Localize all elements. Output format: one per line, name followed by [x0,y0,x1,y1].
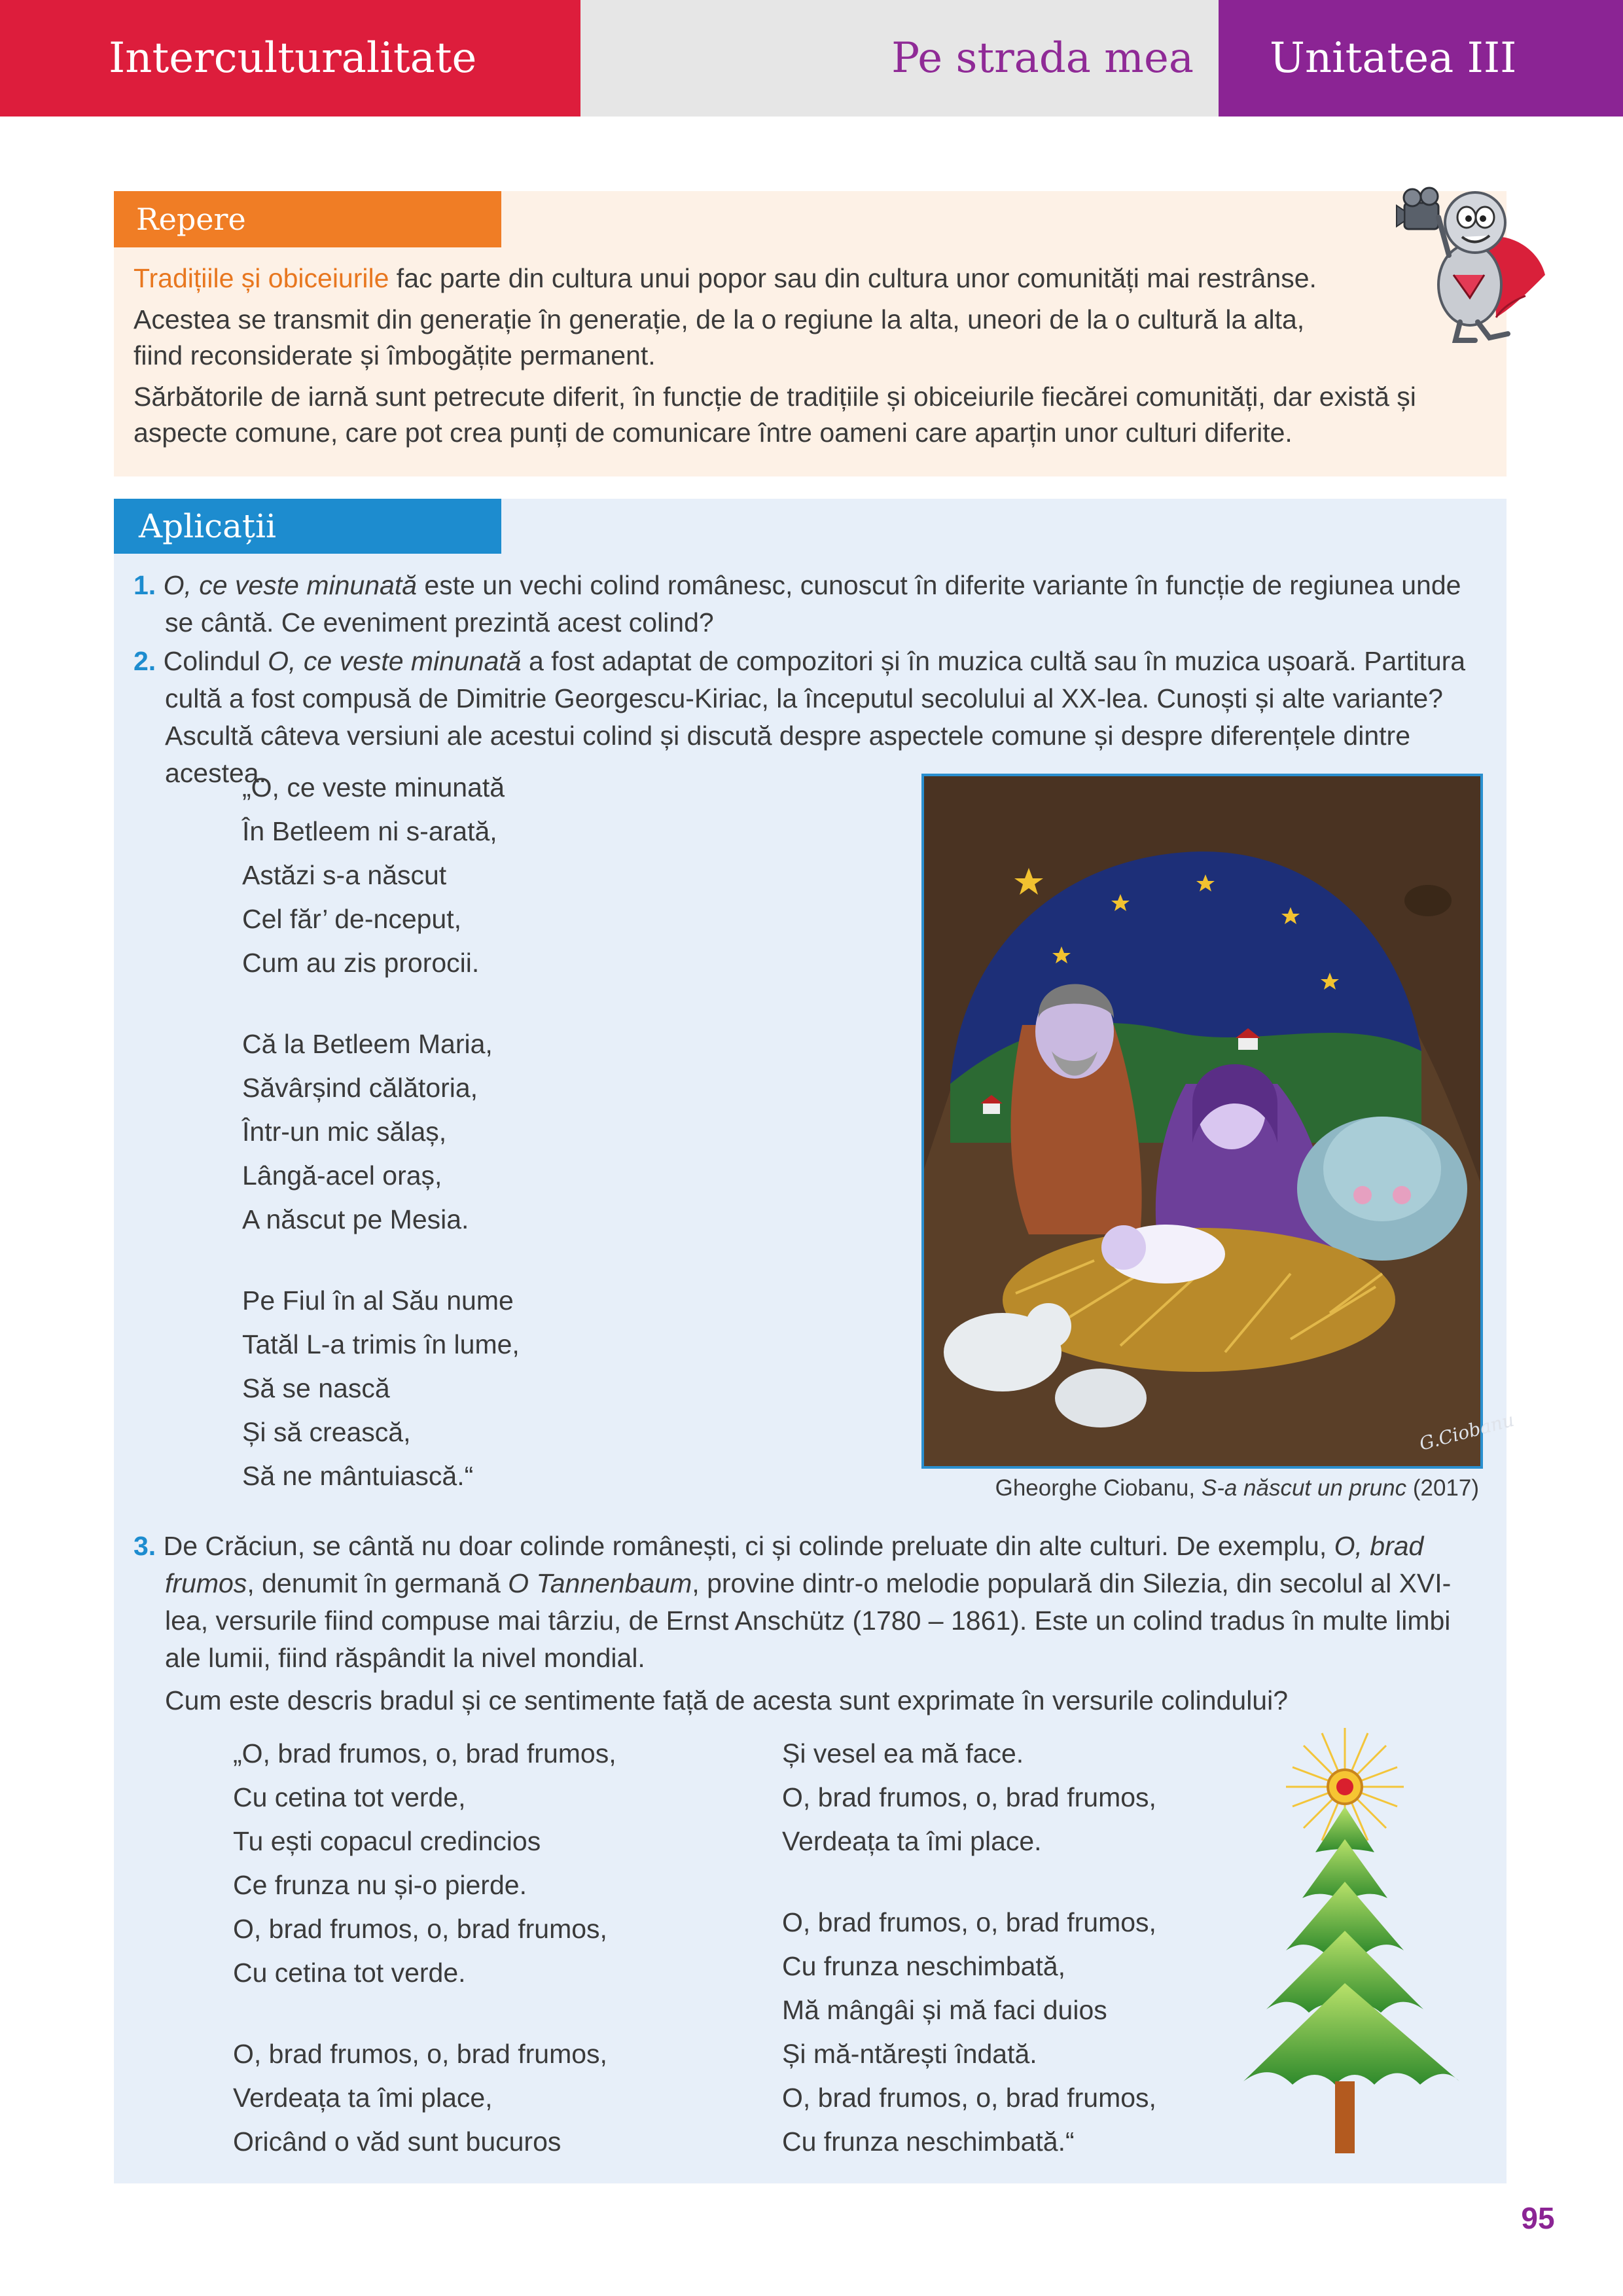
poem-line: Să ne mântuiască.“ [242,1461,474,1491]
poem-line: A născut pe Mesia. [242,1204,469,1234]
poem-line: „O, ce veste minunată [242,772,505,802]
question-2-number: 2. [134,646,156,676]
question-3 [134,1528,1489,1677]
header-section-text: Interculturalitate [109,34,477,82]
poem-o-ce-veste [242,766,520,1535]
repere-paragraph-3: Sărbătorile de iarnă sunt petrecute diferit, în funcție de tradițiile și obiceiurile fiecărei comunități, dar există și aspecte comune, care pot crea punți de comunicare între oameni care aparțin unor culturi diferite. [134,382,1416,448]
poem-line: O, brad frumos, o, brad frumos, [782,1907,1156,1937]
header-unit-text: Unitatea III [1270,34,1517,82]
question-2-pre: Colindul [163,646,268,676]
header-unit [1219,0,1623,117]
question-2-text: a fost adaptat de compozitori și în muzica cultă sau în muzica ușoară. Partitura cultă a fost compusă de Dimitrie Georgescu-Kiriac, la începutul secolului al XX-lea. Cunoști și alte variante? Ascultă câteva versiuni ale acestui colind și discută despre aspectele comune și despre diferențele dintre acestea. [165,646,1466,788]
poem-line: O, brad frumos, o, brad frumos, [233,2039,607,2069]
poem-stanza [782,1732,1156,1863]
question-3-italic-1: O, brad frumos [165,1531,1424,1598]
question-2-title: O, ce veste minunată [268,646,522,676]
poem-line: Pe Fiul în al Său nume [242,1285,514,1316]
poem-line: Cum au zis prorocii. [242,948,480,978]
poem-line: Și mă-ntărești îndată. [782,2039,1037,2069]
poem-line: „O, brad frumos, o, brad frumos, [233,1738,616,1768]
poem-line: Lângă-acel oraș, [242,1160,442,1191]
poem-line: În Betleem ni s-arată, [242,816,497,846]
poem-stanza [233,2032,616,2164]
poem-stanza [242,1022,520,1242]
repere-text [134,260,1495,456]
poem-line: Mă mângâi și mă faci duios [782,1995,1107,2025]
poem-line: Oricând o văd sunt bucuros [233,2126,562,2157]
question-3-text-1: De Crăciun, se cântă nu doar colinde românești, ci și colinde preluate din alte culturi. De exemplu, [163,1531,1334,1561]
christmas-tree-icon [1198,1715,1492,2160]
poem-line: Tu ești copacul credincios [233,1826,541,1856]
poem-line: Ce frunza nu și-o pierde. [233,1870,527,1900]
question-1 [134,567,1489,641]
repere-paragraph-2: Acestea se transmit din generație în generație, de la o regiune la alta, uneori de la o cultură la alta, fiind reconsiderate și îmbogățite permanent. [134,304,1305,370]
poem-line: Verdeața ta îmi place. [782,1826,1042,1856]
repere-highlight: Tradițiile și obiceiurile [134,263,389,293]
aplicatii-title-text: Aplicații [139,507,276,545]
poem-line: Verdeața ta îmi place, [233,2083,493,2113]
poem-line: Și vesel ea mă face. [782,1738,1024,1768]
question-1-title: O, ce veste minunată [163,570,418,600]
poem-line: Săvârșind călătoria, [242,1073,478,1103]
poem-line: Că la Betleem Maria, [242,1029,493,1059]
question-1-text: este un vechi colind românesc, cunoscut în diferite variante în funcție de regiunea unde se cântă. Ce eveniment prezintă acest colind? [165,570,1461,637]
nativity-painting [921,774,1516,1469]
poem-line: Tatăl L-a trimis în lume, [242,1329,520,1359]
header-lesson-text: Pe strada mea [891,34,1194,82]
poem-line: Cu cetina tot verde, [233,1782,466,1812]
question-3-prompt: Cum este descris bradul și ce sentimente față de acesta sunt exprimate în versurile colindului? [165,1685,1289,1715]
header-lesson [580,0,1219,117]
caption-author: Gheorghe Ciobanu, [995,1475,1202,1501]
poem-stanza [242,1279,520,1498]
question-3-text-3: , provine dintr-o melodie populară din Silezia, din secolul al XVI-lea, versurile fiind compuse mai târziu, de Ernst Anschütz (1780 – 1861). Este un colind tradus în multe limbi ale lumii, fiind răspândit la nivel mondial. [165,1568,1452,1673]
poem-line: O, brad frumos, o, brad frumos, [233,1914,607,1944]
film-camera-mascot-icon [1398,177,1548,347]
question-3-text-2: , denumit în germană [247,1568,508,1598]
painting-signature: G.Ciobanu [1417,1408,1516,1455]
aplicatii-title [114,499,501,554]
poem-brad-frumos-right [782,1732,1156,2201]
poem-line: O, brad frumos, o, brad frumos, [782,1782,1156,1812]
question-1-number: 1. [134,570,156,600]
poem-stanza [233,1732,616,1995]
poem-line: Și să crească, [242,1417,411,1447]
poem-line: O, brad frumos, o, brad frumos, [782,2083,1156,2113]
repere-title-text: Repere [136,202,246,237]
question-3-italic-2: O Tannenbaum [508,1568,692,1598]
poem-line: Cu frunza neschimbată.“ [782,2126,1075,2157]
poem-stanza [782,1901,1156,2164]
caption-year: (2017) [1406,1475,1479,1501]
poem-line: Cu frunza neschimbată, [782,1951,1066,1981]
repere-title [114,191,501,247]
header-section [0,0,580,117]
poem-line: Într-un mic sălaș, [242,1117,447,1147]
repere-p1-rest: fac parte din cultura unui popor sau din cultura unor comunități mai restrânse. [389,263,1317,293]
poem-line: Să se nască [242,1373,390,1403]
nativity-painting-image [924,776,1516,1466]
poem-line: Cu cetina tot verde. [233,1958,466,1988]
painting-caption [923,1475,1479,1501]
poem-line: Cel făr’ de-nceput, [242,904,462,934]
page-number: 95 [1521,2201,1555,2235]
repere-paragraph-1 [134,260,1495,296]
poem-line: Astăzi s-a născut [242,860,447,890]
poem-stanza [242,766,520,985]
caption-title: S-a născut un prunc [1201,1475,1407,1501]
poem-brad-frumos-left [233,1732,616,2201]
question-3-number: 3. [134,1531,156,1561]
